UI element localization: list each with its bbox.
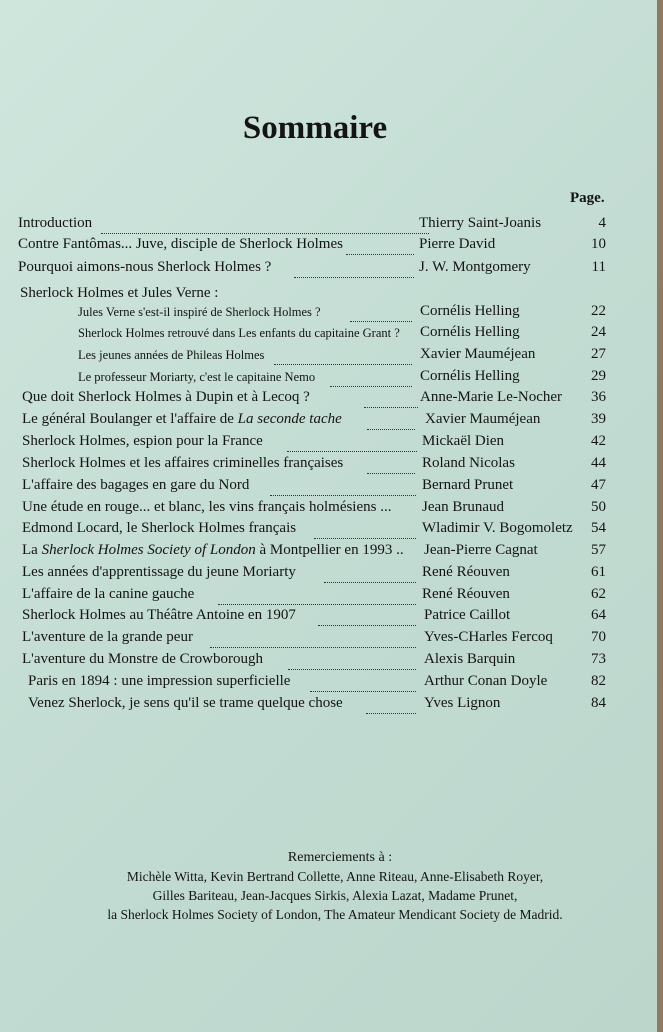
toc-entry [18, 236, 608, 256]
entry-author: René Réouven [422, 564, 510, 580]
entry-author: Jean-Pierre Cagnat [424, 542, 538, 558]
toc-entry [22, 477, 608, 497]
section-label: Sherlock Holmes et Jules Verne : [20, 285, 219, 301]
toc-entry [22, 499, 608, 519]
entry-page: 82 [591, 673, 606, 689]
entry-author: Cornélis Helling [420, 368, 520, 384]
toc-entry [18, 215, 608, 235]
entry-author: Jean Brunaud [422, 499, 505, 515]
leader-dots [346, 236, 414, 255]
toc-entry [28, 673, 608, 693]
entry-author: Alexis Barquin [424, 651, 516, 667]
toc-entry [22, 607, 608, 627]
leader-dots [364, 389, 418, 408]
toc-sub-entry [78, 346, 608, 366]
entry-title: Les jeunes années de Phileas Holmes [78, 348, 265, 362]
leader-dots [314, 520, 416, 539]
toc-entry [22, 586, 608, 606]
entry-title: L'aventure du Monstre de Crowborough [22, 651, 263, 667]
entry-author: Anne-Marie Le-Nocher [420, 389, 563, 405]
entry-title: L'affaire des bagages en gare du Nord [22, 477, 250, 493]
toc-entry [22, 542, 608, 562]
entry-title-italic: La seconde tache [237, 411, 342, 427]
leader-dots [318, 607, 416, 626]
entry-title: Pourquoi aimons-nous Sherlock Holmes ? [18, 259, 272, 275]
entry-author: Cornélis Helling [420, 324, 520, 340]
toc-sub-entry [78, 303, 608, 323]
entry-title: Venez Sherlock, je sens qu'il se trame quelque chose [28, 695, 343, 711]
entry-page: 61 [591, 564, 606, 580]
toc-entry [22, 455, 608, 475]
leader-dots [210, 629, 416, 648]
leader-dots [288, 651, 416, 670]
entry-page: 27 [591, 346, 606, 362]
entry-page: 10 [591, 236, 606, 252]
entry-page: 36 [591, 389, 606, 405]
toc-entry [22, 411, 608, 431]
acknowledgements-heading: Remerciements à : [287, 850, 393, 865]
entry-page: 54 [591, 520, 606, 536]
entry-page: 84 [591, 695, 606, 711]
entry-title: Sherlock Holmes et les affaires criminelles françaises [22, 455, 344, 471]
entry-author: Roland Nicolas [422, 455, 515, 471]
entry-title: L'aventure de la grande peur [22, 629, 193, 645]
toc-entry [22, 433, 608, 453]
entry-page: 57 [591, 542, 606, 558]
entry-author: Pierre David [419, 236, 496, 252]
toc-sub-entry [78, 368, 608, 388]
entry-title: Sherlock Holmes, espion pour la France [22, 433, 263, 449]
entry-author: Patrice Caillot [424, 607, 511, 623]
entry-author: Mickaël Dien [422, 433, 505, 449]
leader-dots [101, 215, 429, 234]
entry-page: 42 [591, 433, 606, 449]
entry-title: L'affaire de la canine gauche [22, 586, 195, 602]
entry-page: 62 [591, 586, 606, 602]
entry-title: Edmond Locard, le Sherlock Holmes français [22, 520, 297, 536]
entry-page: 47 [591, 477, 606, 493]
entry-title [22, 411, 342, 428]
toc-entry [22, 389, 608, 409]
entry-author: Yves Lignon [424, 695, 501, 711]
leader-dots [350, 303, 412, 322]
leader-dots [324, 564, 416, 583]
entry-page: 73 [591, 651, 606, 667]
page-column-header: Page. [570, 190, 605, 206]
leader-dots [330, 368, 412, 387]
entry-title-italic: Sherlock Holmes Society of London [41, 542, 256, 558]
leader-dots [367, 455, 415, 474]
entry-title: Que doit Sherlock Holmes à Dupin et à Lecoq ? [22, 389, 310, 405]
acknowledgements-line: Michèle Witta, Kevin Bertrand Collette, Anne Riteau, Anne-Elisabeth Royer, [126, 869, 544, 884]
acknowledgements-line: la Sherlock Holmes Society of London, The Amateur Mendicant Society de Madrid. [107, 907, 563, 922]
entry-title: Le professeur Moriarty, c'est le capitaine Nemo [78, 370, 316, 384]
entry-title-part: Une étude en rouge... et blanc, les vins français holmésiens [22, 499, 377, 515]
toc-entry [22, 520, 608, 540]
acknowledgements [60, 848, 610, 924]
entry-page: 24 [591, 324, 606, 340]
entry-title-part: à Montpellier en 1993 .. [255, 542, 404, 558]
entry-title: Jules Verne s'est-il inspiré de Sherlock Holmes ? [78, 305, 321, 319]
entry-author: Xavier Mauméjean [425, 411, 541, 427]
leader-dots [270, 477, 416, 496]
toc-entry [22, 564, 608, 584]
toc-entry [22, 651, 608, 671]
leader-dots [294, 259, 414, 278]
entry-author: Xavier Mauméjean [420, 346, 536, 362]
entry-title-part: Le général Boulanger et l'affaire de [22, 411, 238, 427]
entry-title: Paris en 1894 : une impression superficielle [28, 673, 291, 689]
entry-page: 70 [591, 629, 606, 645]
entry-author: Bernard Prunet [422, 477, 514, 493]
entry-author: Wladimir V. Bogomoletz [422, 520, 573, 536]
entry-author: Cornélis Helling [420, 303, 520, 319]
toc-entry [28, 695, 608, 715]
entry-title: Introduction [18, 215, 93, 231]
entry-title-part: La [22, 542, 42, 558]
entry-title: Les années d'apprentissage du jeune Moriarty [22, 564, 296, 580]
leader-dots [287, 433, 417, 452]
entry-author: Arthur Conan Doyle [424, 673, 548, 689]
entry-author: Thierry Saint-Joanis [419, 215, 542, 231]
page-title: Sommaire [242, 110, 388, 146]
acknowledgements-line: Gilles Bariteau, Jean-Jacques Sirkis, Alexia Lazat, Madame Prunet, [152, 888, 518, 903]
toc-sub-entry [78, 324, 608, 344]
leader-dots [366, 695, 416, 714]
entry-title: Sherlock Holmes retrouvé dans Les enfants du capitaine Grant ? [78, 326, 400, 340]
leader-dots [367, 411, 415, 430]
entry-author: J. W. Montgomery [419, 259, 531, 275]
entry-author: Yves-CHarles Fercoq [424, 629, 553, 645]
toc-entry [22, 629, 608, 649]
entry-title: Une étude en rouge... et blanc, les vins français holmésiens ... [22, 499, 392, 515]
entry-page: 29 [591, 368, 606, 384]
leader-dots [274, 346, 412, 365]
leader-dots [218, 586, 416, 605]
entry-title [22, 542, 404, 559]
entry-page: 4 [598, 215, 606, 231]
leader-dots [310, 673, 416, 692]
entry-title: Sherlock Holmes au Théâtre Antoine en 1907 [22, 607, 296, 623]
entry-page: 39 [591, 411, 606, 427]
entry-author: René Réouven [422, 586, 510, 602]
page-edge [657, 0, 663, 1032]
toc-entry [18, 259, 608, 279]
entry-title: Contre Fantômas... Juve, disciple de Sherlock Holmes [18, 236, 343, 252]
entry-page: 64 [591, 607, 606, 623]
entry-page: 22 [591, 303, 606, 319]
entry-page: 11 [591, 259, 606, 275]
entry-page: 50 [591, 499, 606, 515]
entry-page: 44 [591, 455, 606, 471]
